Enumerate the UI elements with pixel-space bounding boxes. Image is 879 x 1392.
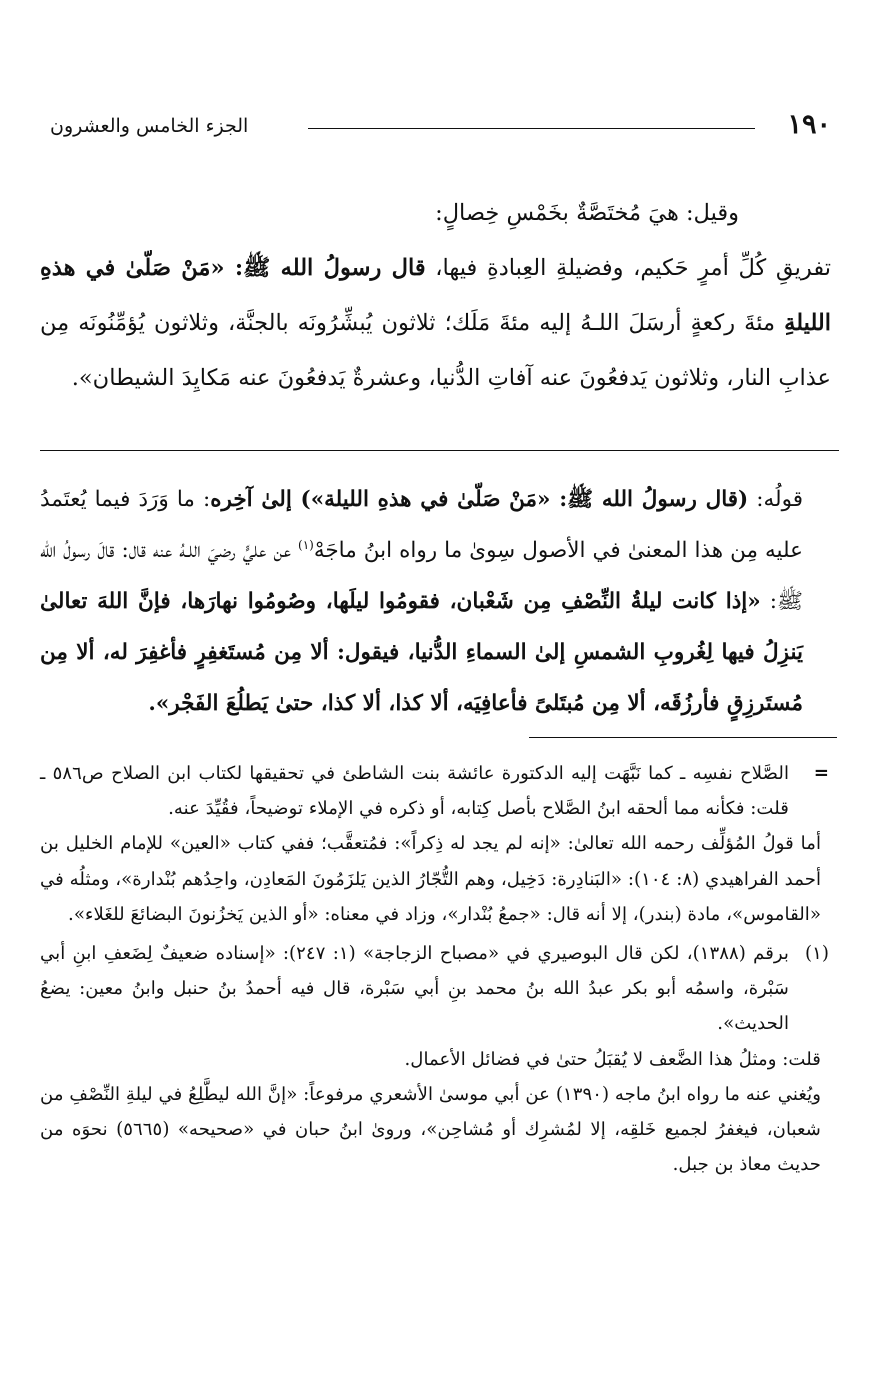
continuation-mark: = (813, 763, 829, 784)
footnote-1 (40, 936, 829, 1042)
main-paragraph-2-part-c: مئةَ ركعةٍ أرسَلَ اللـهُ إليه مئةَ مَلَك؛ ثلاثون يُبشِّرُونَه بالجنَّة، وثلاثون يُؤمِّنُونَه مِن عذابِ النار، وثلاثون يَدفعُونَ عنه آفاتِ الدُّنيا، وعشرةٌ يَدفعُونَ عنه مَكايِدَ الشيطان». (40, 310, 831, 391)
commentary-paragraph (40, 474, 831, 729)
footnote-continuation-1-text: الصَّلاح نفسِه ـ كما نَبَّهَت إليه الدكتورة عائشة بنت الشاطئ في تحقيقها لكتاب ابن الصلاح ص٥٨٦ ـ قلت: فكأنه مما ألحقه ابنُ الصَّلاح بأصل كِتابه، أو ذكره في الإملاء توضيحاً، فقُيِّدَ عنه. (40, 763, 789, 820)
footnote-continuation-1 (40, 756, 829, 826)
running-header (40, 108, 839, 148)
main-paragraph-1: وقيل: هيَ مُختَصَّةٌ بخَمْسِ خِصالٍ: (435, 200, 739, 226)
volume-title: الجزء الخامس والعشرون (50, 115, 249, 137)
footnote-1-text-b: قلت: ومثلُ هذا الضَّعف لا يُقبَلُ حتىٰ في فضائل الأعمال. (404, 1048, 821, 1070)
commentary-body-b: عن عليٍّ رضيَ اللـهُ عنه قال: قالَ رسولُ الله ﷺ: (40, 538, 803, 614)
hadith-attribution: قال رسولُ الله ﷺ: «مَنْ صَلّىٰ في هذهِ الليلةِ (40, 255, 831, 336)
footnotes (40, 756, 829, 1182)
footnote-1-number: (١) (805, 943, 829, 965)
page-number: ١٩٠ (787, 109, 831, 140)
footnote-1-text-a: برقم (١٣٨٨)، لكن قال البوصيري في «مصباح الزجاجة» (١: ٢٤٧): «إسناده ضعيفٌ لِضَعفِ ابنِ أبي سَبْرة، واسمُه أبو بكر عبدُ الله بنُ محمد بنِ أبي سَبْرة، قال فيه أحمدُ بنُ حنبل وابنُ معين: يضعُ الحديث». (40, 943, 789, 1035)
main-text (40, 186, 831, 406)
commentary-intro: قولُه: (748, 487, 803, 512)
footnote-1-text-c: ويُغني عنه ما رواه ابنُ ماجه (١٣٩٠) عن أبي موسىٰ الأشعري مرفوعاً: «إنَّ الله ليطَّلِعُ في ليلةِ النِّصْفِ من شعبان، فيغفرُ لجميع خَلقِه، إلا لمُشرِك أو مُشاحِن»، وروىٰ ابنُ حبان في «صحيحه» (٥٦٦٥) نحوَه من حديث معاذ بن جبل. (40, 1083, 821, 1176)
commentary-body-a: : ما وَرَدَ فيما يُعتَمدُ عليه مِن هذا المعنىٰ في الأصول سِوىٰ ما رواه ابنُ ماجَهْ (40, 487, 803, 563)
commentary-hadith: «إذا كانت ليلةُ النِّصْفِ مِن شَعْبان، فقومُوا ليلَها، وصُومُوا نهارَها، فإنَّ اللهَ تعالىٰ يَنزِلُ فيها لِغُروبِ الشمسِ إلىٰ السماءِ الدُّنيا، فيقول: ألا مِن مُستَغفِرٍ فأغفِرَ له، ألا مِن مُستَرزِقٍ فأرزُقَه، ألا مِن مُبتَلىً فأعافِيَه، ألا كذا، ألا كذا، حتىٰ يَطلُعَ الفَجْر». (40, 589, 803, 716)
footnote-separator (529, 737, 837, 738)
footnote-continuation-2: أما قولُ المُؤلِّف رحمه الله تعالىٰ: «إنه لم يجد له ذِكراً»: فمُتعقَّب؛ ففي كتاب «العين» للإمام الخليل بن أحمد الفراهيدي (٨: ١٠٤): «البَنادِرة: دَخِيل، وهم التُّجّارُ الذين يَلزَمُونَ المَعادِن، واحِدُهم بُنْدارة»، ومثلُه في «القاموس»، مادة (بندر)، إلا أنه قال: «جمعُ بُنْدار»، وزاد في معناه: «أو الذين يَخزُنونَ البضائعَ للغَلاء». (40, 833, 821, 925)
main-paragraph-2-part-a: تفريقِ كُلِّ أمرٍ حَكيم، وفضيلةِ العِبادةِ فيها، (425, 255, 831, 281)
footnote-ref-1[interactable]: (١) (298, 537, 314, 552)
header-rule (308, 128, 755, 129)
commentary (40, 474, 831, 729)
main-paragraph-2 (40, 241, 831, 406)
section-divider (40, 450, 839, 451)
commentary-quote: (قال رسولُ الله ﷺ: «مَنْ صَلّىٰ في هذهِ الليلة») إلىٰ آخِره (210, 487, 749, 512)
